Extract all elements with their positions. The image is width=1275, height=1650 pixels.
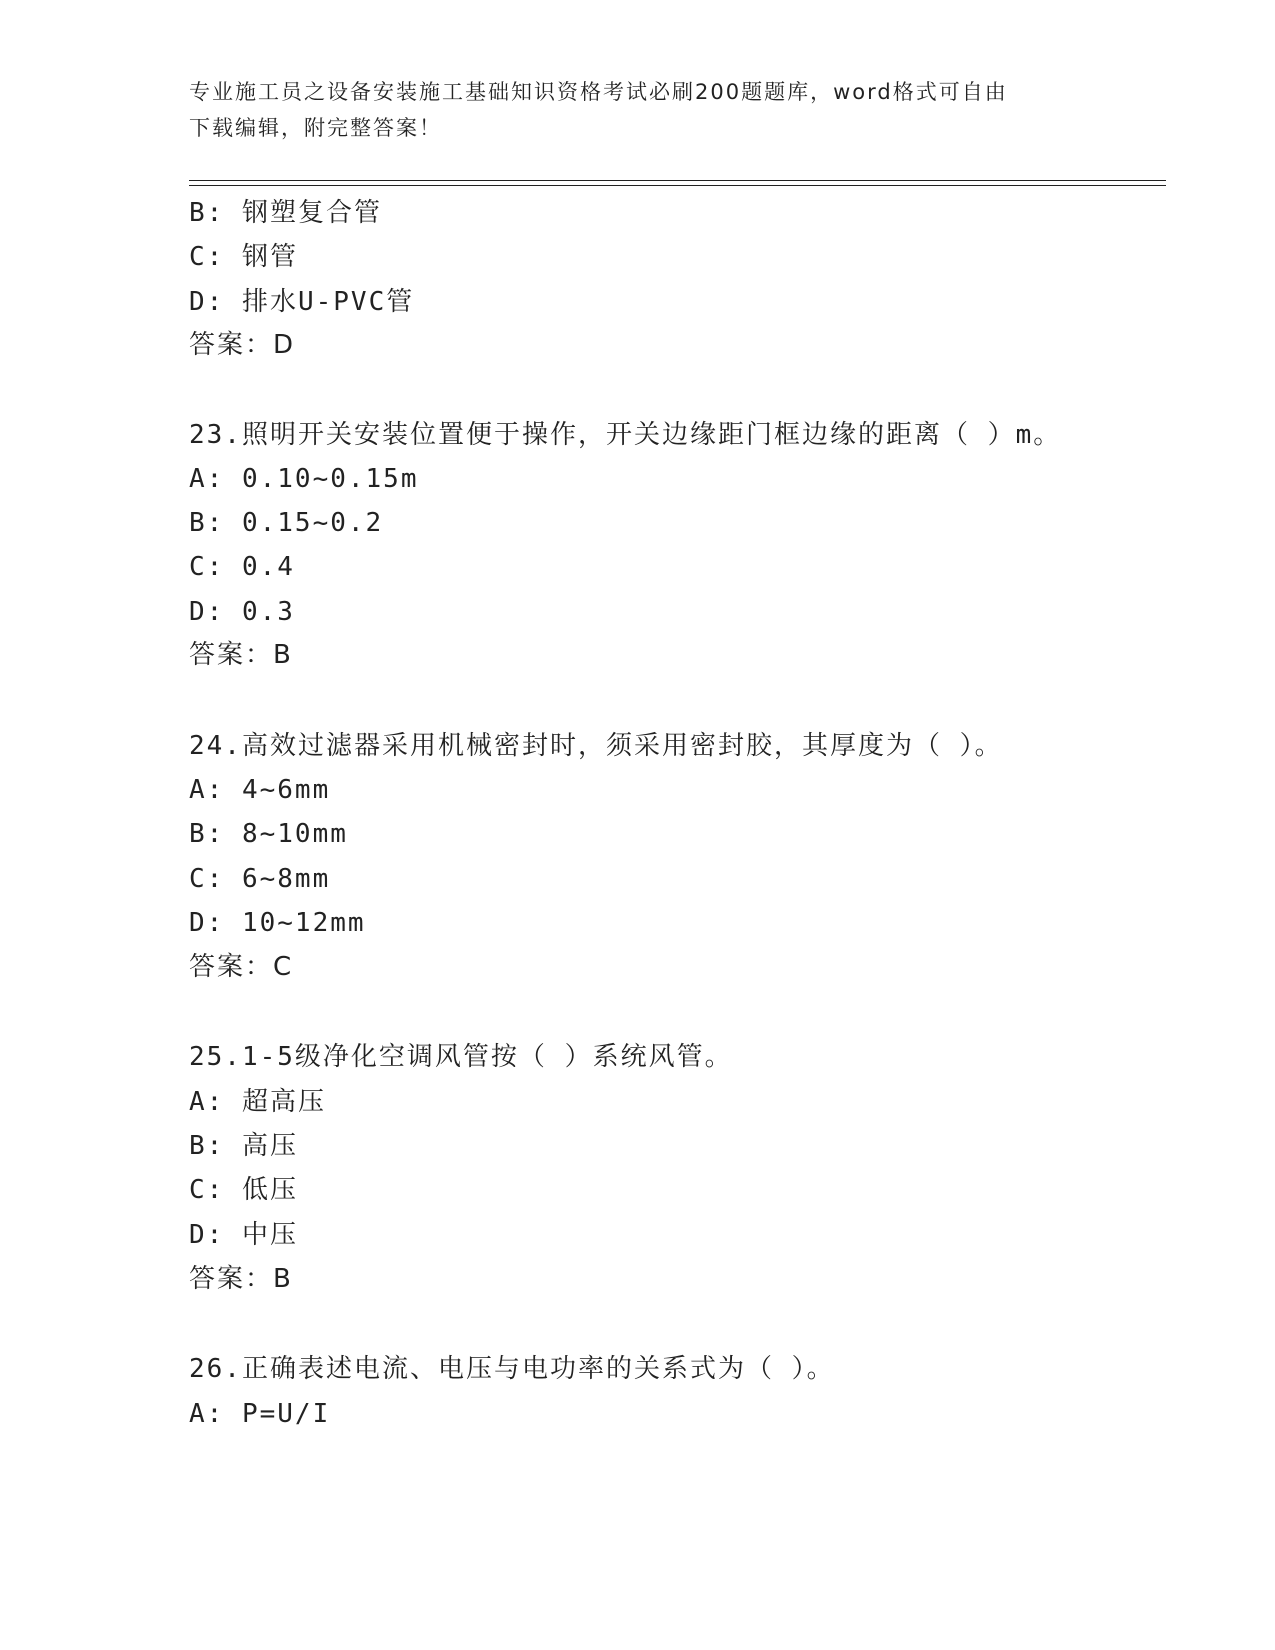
q25-question: 25.1-5级净化空调风管按（ ）系统风管。 — [189, 1042, 733, 1072]
q26-question: 26.正确表述电流、电压与电功率的关系式为（ ）。 — [189, 1354, 835, 1384]
q25-option-c: C: 低压 — [189, 1175, 298, 1205]
q24-question: 24.高效过滤器采用机械密封时，须采用密封胶，其厚度为（ ）。 — [189, 731, 1003, 761]
q22-option-b: B: 钢塑复合管 — [189, 198, 382, 228]
q22-option-d: D: 排水U-PVC管 — [189, 287, 415, 317]
q25-option-a: A: 超高压 — [189, 1087, 326, 1117]
header-title-line-1: 专业施工员之设备安装施工基础知识资格考试必刷200题题库，word格式可自由 — [189, 80, 1008, 104]
header-divider-top — [189, 180, 1166, 181]
q22-option-c: C: 钢管 — [189, 242, 298, 272]
header-title-line-2: 下载编辑，附完整答案！ — [189, 116, 442, 140]
q24-option-c: C: 6~8mm — [189, 864, 331, 894]
q23-option-d: D: 0.3 — [189, 597, 295, 627]
q24-option-b: B: 8~10mm — [189, 819, 348, 849]
q23-option-b: B: 0.15~0.2 — [189, 508, 384, 538]
q24-option-d: D: 10~12mm — [189, 908, 366, 938]
q25-option-b: B: 高压 — [189, 1131, 298, 1161]
q23-option-a: A: 0.10~0.15m — [189, 464, 419, 494]
q22-answer: 答案：D — [189, 330, 296, 360]
q24-answer: 答案：C — [189, 952, 294, 982]
header-divider-bottom — [189, 185, 1166, 186]
q25-answer: 答案：B — [189, 1264, 293, 1294]
document-header — [189, 74, 1089, 146]
q24-option-a: A: 4~6mm — [189, 775, 331, 805]
q25-option-d: D: 中压 — [189, 1220, 298, 1250]
q26-option-a: A: P=U/I — [189, 1399, 331, 1429]
q23-question: 23.照明开关安装位置便于操作，开关边缘距门框边缘的距离（ ）m。 — [189, 420, 1062, 450]
q23-answer: 答案：B — [189, 640, 293, 670]
q23-option-c: C: 0.4 — [189, 552, 295, 582]
